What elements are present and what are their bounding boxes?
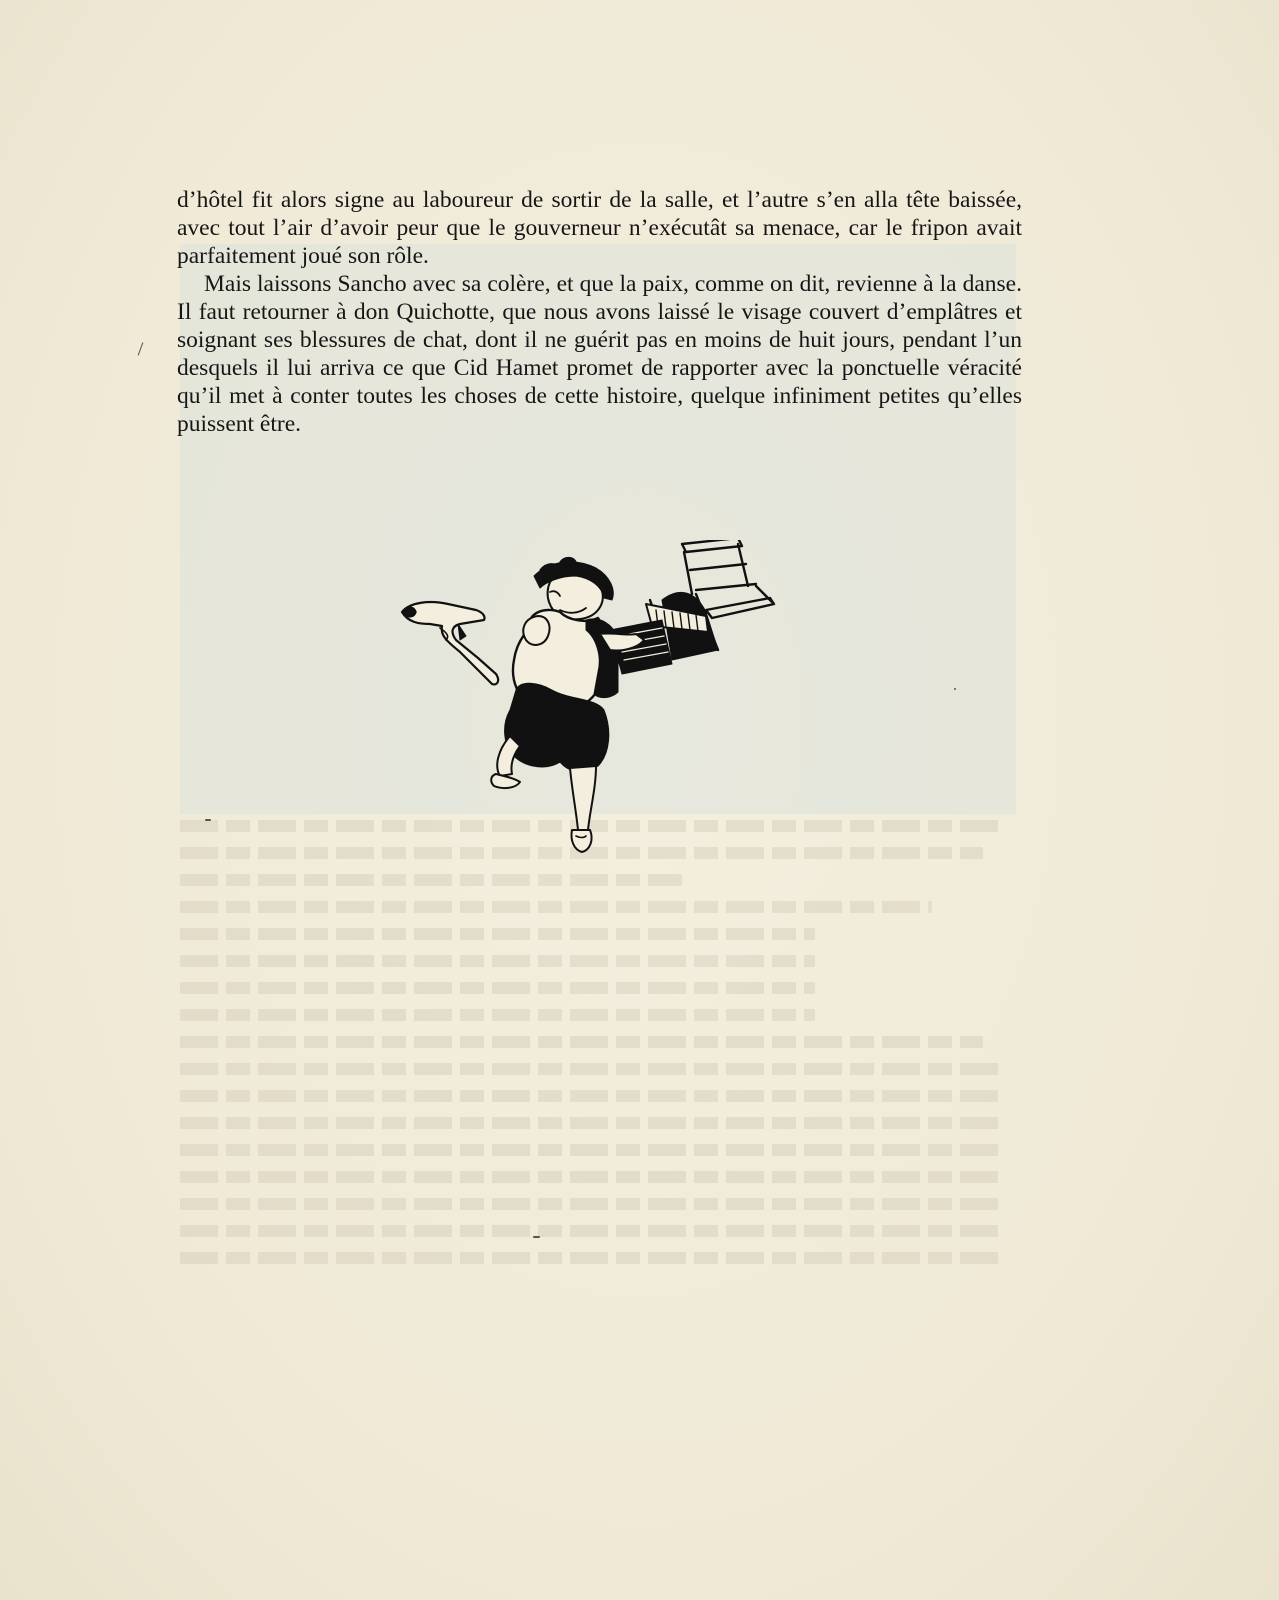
paper-speck xyxy=(205,819,211,821)
paper-speck xyxy=(138,342,144,355)
sancho-carrying-chair-illustration xyxy=(400,540,790,870)
paper-speck xyxy=(533,1236,540,1238)
paper-speck xyxy=(954,688,956,690)
paragraph-1: d’hôtel fit alors signe au laboureur de sortir de la salle, et l’autre s’en alla tête baissée, avec tout l’air d’avoir peur que le gouverneur n’exécutât sa menace, car le fripon avait parfaitement joué son rôle. xyxy=(177,187,1022,269)
body-text xyxy=(177,186,1022,438)
paragraph-2: Mais laissons Sancho avec sa colère, et que la paix, comme on dit, revienne à la danse. Il faut retourner à don Quichotte, que nous avons laissé le visage couvert d’emplâtres et soignant ses blessures de chat, dont il ne guérit pas en moins de huit jours, pendant l’un desquels il lui arriva ce que Cid Hamet promet de rapporter avec la ponctuelle véracité qu’il met à conter toutes les choses de cette histoire, quelque infiniment petites qu’elles puissent être. xyxy=(177,271,1022,437)
show-through-text xyxy=(180,820,1016,1340)
show-through-drop-cap xyxy=(858,922,1018,1072)
